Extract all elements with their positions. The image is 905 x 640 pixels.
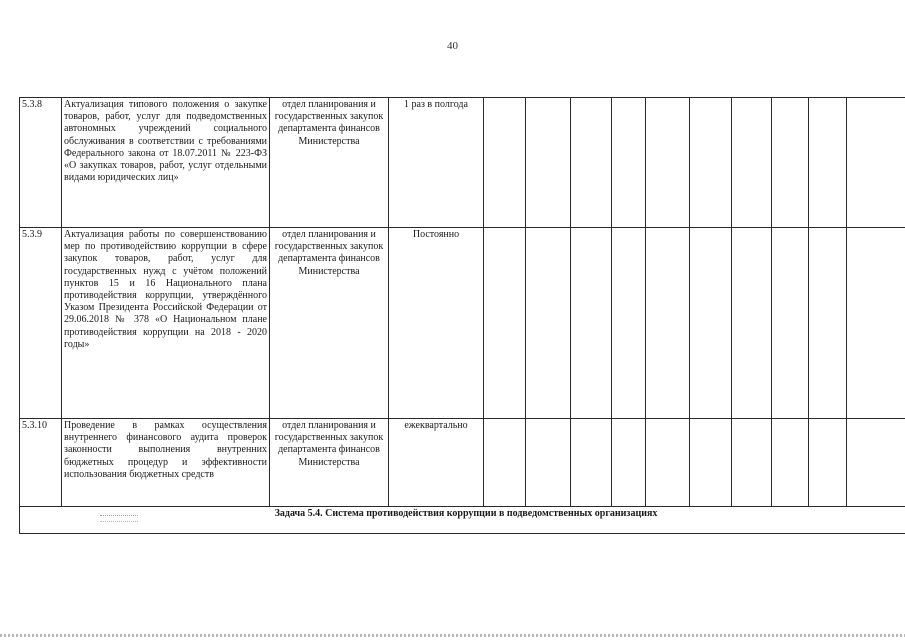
scan-artifact [100,515,138,522]
empty-cell [571,228,612,419]
task-heading: Задача 5.4. Система противодействия коррупции в подведомственных организациях [274,508,658,519]
measure-description: Проведение в рамках осуществления внутреннего финансового аудита проверок законности выполнения внутренних бюджетных процедур и эффективности использования бюджетных средств [62,419,270,507]
task-heading-cell [20,507,905,534]
execution-term: Постоянно [389,228,484,419]
empty-cell [526,98,571,228]
empty-cell [612,419,646,507]
execution-term: 1 раз в полгода [389,98,484,228]
table-row [20,419,905,507]
responsible-unit: отдел планирования и государственных закупок департамента финансов Министерства [270,228,389,419]
execution-term: ежеквартально [389,419,484,507]
table-row [20,228,905,419]
empty-cell [690,98,732,228]
empty-cell [809,98,847,228]
page-number: 40 [447,40,458,52]
empty-cell [809,419,847,507]
empty-cell [847,228,905,419]
empty-cell [646,228,690,419]
empty-cell [612,98,646,228]
empty-cell [732,419,772,507]
empty-cell [847,98,905,228]
empty-cell [732,98,772,228]
empty-cell [571,419,612,507]
empty-cell [772,419,809,507]
empty-cell [690,419,732,507]
empty-cell [612,228,646,419]
measures-table [19,97,905,534]
responsible-unit: отдел планирования и государственных закупок департамента финансов Министерства [270,98,389,228]
empty-cell [772,228,809,419]
empty-cell [646,98,690,228]
empty-cell [526,419,571,507]
empty-cell [690,228,732,419]
empty-cell [484,98,526,228]
empty-cell [809,228,847,419]
empty-cell [847,419,905,507]
measure-description: Актуализация типового положения о закупке товаров, работ, услуг для подведомственных автономных учреждений социального обслуживания в соответствии с требованиями Федерального закона от 18.07.2011 № 223-ФЗ «О закупках товаров, работ, услуг отдельными видами юридических лиц» [62,98,270,228]
row-number: 5.3.9 [20,228,62,419]
empty-cell [772,98,809,228]
empty-cell [484,419,526,507]
empty-cell [484,228,526,419]
responsible-unit: отдел планирования и государственных закупок департамента финансов Министерства [270,419,389,507]
empty-cell [526,228,571,419]
task-row [20,507,905,534]
measure-description: Актуализация работы по совершенствованию мер по противодействию коррупции в сфере закупок товаров, работ, услуг для государственных нужд с учётом положений пунктов 15 и 16 Национального плана противодействия коррупции, утверждённого Указом Президента Российской Федерации от 29.06.2018 № 378 «О Национальном плане противодействия коррупции на 2018 - 2020 годы» [62,228,270,419]
table-row [20,98,905,228]
empty-cell [732,228,772,419]
row-number: 5.3.10 [20,419,62,507]
scan-edge [0,634,905,637]
empty-cell [571,98,612,228]
row-number: 5.3.8 [20,98,62,228]
empty-cell [646,419,690,507]
